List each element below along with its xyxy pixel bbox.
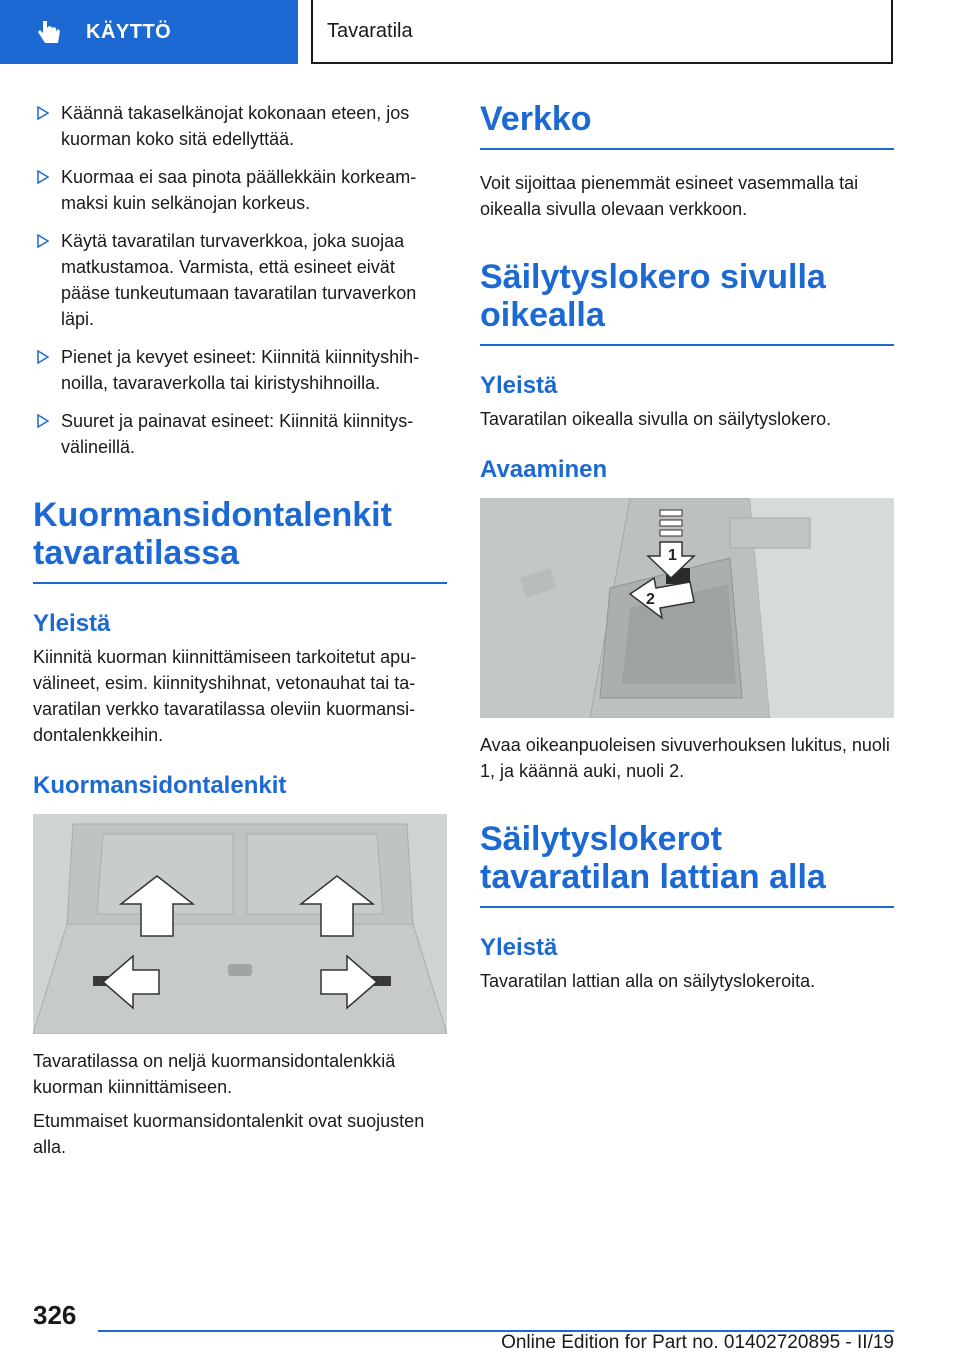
list-item: Kuormaa ei saa pinota päällekkäin korkeammaksi kuin selkänojan korkeus. xyxy=(33,164,447,216)
net-text: Voit sijoittaa pienemmät esineet vasemmalla tai oikealla sivulla olevaan verkkoon. xyxy=(480,173,859,219)
triangle-bullet-icon xyxy=(37,350,49,364)
triangle-bullet-icon xyxy=(37,234,49,248)
triangle-bullet-icon xyxy=(37,414,49,428)
right-column xyxy=(480,100,894,994)
triangle-bullet-icon xyxy=(37,170,49,184)
edition-footer: Online Edition for Part no. 01402720895 - II/19 xyxy=(501,1332,894,1353)
figure-caption: Tavaratilassa on neljä kuormansidontalenkkiä kuorman kiinnittämiseen. xyxy=(33,1051,396,1097)
side-storage-figure xyxy=(480,498,894,718)
section-label: KÄYTTÖ xyxy=(86,20,172,43)
section-title-net: Verkko xyxy=(480,100,894,150)
tie-downs-heading: Kuormansidontalenkit xyxy=(33,772,287,799)
arrow-label-2: 2 xyxy=(646,591,655,608)
list-item: Käännä takaselkänojat kokonaan eteen, jos kuorman koko sitä edellyttää. xyxy=(33,100,447,152)
left-column xyxy=(33,100,447,1160)
general-text: Kiinnitä kuorman kiinnittämiseen tarkoitetut apuvälineet, esim. kiinnityshihnat, vetonauhat tai tavaratilan verkko tavaratilassa oleviin kuormansidontalenkkeihin. xyxy=(33,647,417,745)
side-storage-general-text: Tavaratilan oikealla sivulla on säilytyslokero. xyxy=(480,409,832,429)
floor-storage-general-heading: Yleistä xyxy=(480,934,558,961)
section-title-tie-downs: Kuormansidontalenkit tavaratilassa xyxy=(33,496,447,584)
hand-pointer-icon xyxy=(34,17,64,47)
floor-storage-general-text: Tavaratilan lattian alla on säilytyslokeroita. xyxy=(480,971,816,991)
triangle-bullet-icon xyxy=(37,106,49,120)
chapter-header xyxy=(311,0,893,64)
chapter-title: Tavaratila xyxy=(327,19,413,42)
arrow-label-1: 1 xyxy=(668,547,677,564)
note-text: Etummaiset kuormansidontalenkit ovat suojusten alla. xyxy=(33,1111,425,1157)
cargo-area-tie-down-figure xyxy=(33,814,447,1034)
opening-heading: Avaaminen xyxy=(480,456,608,483)
list-item: Pienet ja kevyet esineet: Kiinnitä kiinnityshihnoilla, tavaraverkolla tai kiristyshihnoilla. xyxy=(33,344,447,396)
section-title-side-storage: Säilytyslokero sivulla oikealla xyxy=(480,258,894,346)
general-heading: Yleistä xyxy=(33,610,111,637)
opening-caption: Avaa oikeanpuoleisen sivuverhouksen lukitus, nuoli 1, ja käännä auki, nuoli 2. xyxy=(480,735,890,781)
list-item: Suuret ja painavat esineet: Kiinnitä kiinnitysvälineillä. xyxy=(33,408,447,460)
bullet-list xyxy=(33,100,447,460)
section-title-floor-storage: Säilytyslokerot tavaratilan lattian alla xyxy=(480,820,894,908)
side-storage-general-heading: Yleistä xyxy=(480,372,558,399)
list-item: Käytä tavaratilan turvaverkkoa, joka suojaa matkustamoa. Varmista, että esineet eivät pääse tunkeutumaan tavaratilan turvaverkon läpi. xyxy=(33,228,447,332)
page-number: 326 xyxy=(33,1300,77,1330)
section-tab[interactable] xyxy=(0,0,298,64)
